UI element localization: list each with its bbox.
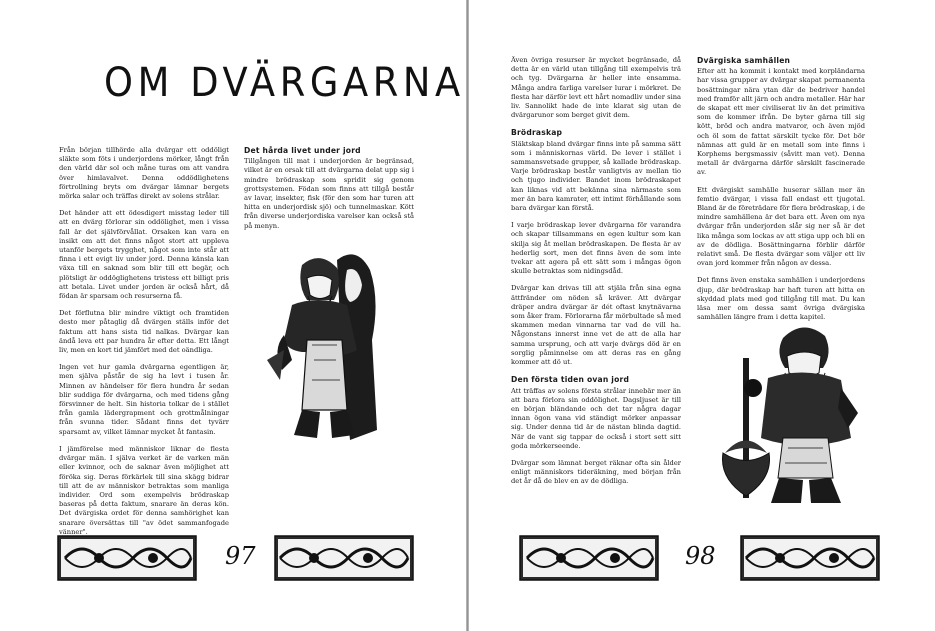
dwarf-pair-illustration	[262, 240, 392, 450]
paragraph: Det finns även enstaka samhällen i underjordens djup, där brödraskap har haft turen att hitta en skyddad plats med god tillgång till mat. Du kan läsa mer om dessa samt övriga dvärgiska samhällen längre fram i detta kapitel.	[697, 276, 865, 322]
section-heading: Dvärgiska samhällen	[697, 56, 791, 65]
right-column-1	[511, 56, 681, 495]
paragraph: Efter att ha kommit i kontakt med korpländarna har vissa grupper av dvärgar skapat permanenta bosättningar nära ytan där de bedriver handel med framför allt järn och andra metaller. Här har de skapat ett mer civiliserat liv än det primitiva som de kommer ifrån. De byter gärna till sig kött, bröd och andra matvaror, och även mjöd och öl som de fattat särskilt tycke för. Det bör nämnas att guld är en metall som inte finns i Korphems bergsmassiv (såvitt man vet). Denna metall är dvärgarna därför särskilt fascinerade av.	[697, 67, 865, 177]
page-number: 98	[685, 542, 716, 570]
paragraph: I varje brödraskap lever dvärgarna för varandra och skapar tillsammans en egen kultur som kan skilja sig åt mellan brödraskapen. De flesta är av hederlig sort, men det finns även de som inte tvekar att agera på ett sätt som i mångas ögon skulle betraktas som nidingsdåd.	[511, 221, 681, 276]
paragraph: Ett dvärgiskt samhälle huserar sällan mer än femtio dvärgar, i vissa fall endast ett tjugotal. Bland är de företrädare för flera brödraskap, i de mindre samhällena är det bara ett. Även om nya dvärgar från underjorden slår sig ner så är det lika många som lockas av att stiga upp och bli en av de dödliga. Bosättningarna förblir därför relativt små. De flesta dvärgar som väljer ett liv ovan jord kommer från någon av dessa.	[697, 185, 865, 268]
section-heading: Det hårda livet under jord	[244, 146, 361, 155]
left-column-1	[59, 146, 229, 545]
knotwork-ornament-left	[57, 535, 197, 581]
left-page	[0, 0, 467, 631]
paragraph: Det förflutna blir mindre viktigt och framtiden desto mer påtaglig då dvärgen ställs inför det faktum att hans sista tid nalkas. Dvärgar kan ändå leva ett par hundra år efter detta. Ett långt liv, men en kort tid jämfört med det oändliga.	[59, 309, 229, 355]
paragraph: Ingen vet hur gamla dvärgarna egentligen är, men själva påstår de sig ha levt i tusen år. Minnen av händelser för flera hundra år sedan blir suddiga för dvärgarna, och med tidens gång försvinner de helt. Sin historia tolkar de i stället från gamla lädergrapment och grottmålningar från svunna tider. Sådant finns det tyvärr sparsamt av, vilket lämnar mycket åt fantasin.	[59, 363, 229, 436]
paragraph: Även övriga resurser är mycket begränsade, då detta är en värld utan tillgång till exempelvis trä och tyg. Dvärgarna är heller inte ensamma. Många andra farliga varelser lurar i mörkret. De flesta har därför levt ett hårt nomadliv under sina liv. Sannolikt hade de inte klarat sig utan de dvärgarunor som berget givit dem.	[511, 56, 681, 120]
paragraph: Dvärgar kan drivas till att stjäla från sina egna ättfränder om nöden så kräver. Att dvärgar dräper andra dvärgar är dét oftast knytnävarna som åker fram. Förlorarna får mörbultade så med skammen medan vinnarna tar vad de vill ha. Någonstans innerst inne vet de att de alla har samma ursprung, och att varje dvärgs död är en sorglig påminnelse om att deras ras en gång kommer att dö ut.	[511, 284, 681, 367]
knotwork-ornament-right	[740, 535, 880, 581]
page-number: 97	[225, 542, 256, 570]
dwarf-axe-illustration	[713, 318, 863, 508]
right-page	[469, 0, 935, 631]
section-heading: Brödraskap	[511, 128, 563, 138]
knotwork-ornament-left	[519, 535, 659, 581]
paragraph: Från början tillhörde alla dvärgar ett oddöligt släkte som föts i underjordens mörker, långt från den värld där sol och måne turas om att vandra över himlavalvet. Denna oddödlighetens förtrollning bryts om dvärgar lämnar bergets mörka salar och träffas direkt av solens strålar.	[59, 146, 229, 201]
section-heading: Den första tiden ovan jord	[511, 375, 630, 385]
right-column-2	[697, 56, 865, 330]
paragraph: Släktskap bland dvärgar finns inte på samma sätt som i människornas värld. De lever i stället i sammansvetsade grupper, så kallade brödraskap. Varje brödraskap består vanligtvis av mellan tio och tjugo individer. Bandet inom brödraskapet kan liknas vid att bekänna sina närmaste som mer än bara kamrater, ett intimt förhållande som bara dvärgar kan förstå.	[511, 139, 681, 213]
paragraph: Dvärgar som lämnat berget räknar ofta sin ålder enligt människors tideräkning, med början från det år då de blev en av de dödliga.	[511, 458, 681, 486]
left-column-2	[244, 146, 414, 239]
paragraph: Att träffas av solens första strålar innebär mer än att bara förlora sin oddölighet. Dagsljuset är till en början bländande och det tar några dagar innan ögon vana vid ständigt mörker anpassar sig. Under denna tid är de nästan blinda dagtid. När de vant sig tappar de också i stort sett sitt goda mörkerseende.	[511, 386, 681, 450]
knotwork-ornament-right	[274, 535, 414, 581]
paragraph: Det händer att ett ödesdigert misstag leder till att en dvärg förlorar sin oddölighet, men i vissa fall är det självförvållat. Orsaken kan vara en insikt om att det finns något stort att uppleva utanför bergets trygghet, något som inte står att finna i ett evigt liv under jord. Denna känsla kan växa till en saknad som blir till ett begär, och plötsligt är oddöglighetens tristess ett billigt pris att betala. Livet under jorden är också hårt, då födan är sparsam och resurserna få.	[59, 209, 229, 301]
paragraph: Tillgången till mat i underjorden är begränsad, vilket är en orsak till att dvärgarna delat upp sig i mindre brödraskap som spridit sig genom grottsystemen. Födan som finns att tillgå består av lavar, insekter, fisk (för den som har turen att hitta en underjordisk sjö) och tunnelmaskar. Kött från diverse underjordiska varelser kan också stå på menyn.	[244, 157, 414, 230]
paragraph: I jämförelse med människor liknar de flesta dvärgar män. I själva verket är de varken män eller kvinnor, och de saknar även möjlighet att föröka sig. Deras förkärlek till sina skägg bidrar till att de av människor betraktas som manliga individer. Ord som exempelvis brödraskap baseras på detta faktum, snarare än deras kön. Det dvärgiska ordet för denna samhörighet kan snarare översättas till "av ödet sammanfogade vänner".	[59, 444, 229, 536]
chapter-title: OM DVÄRGARNA	[104, 60, 465, 106]
